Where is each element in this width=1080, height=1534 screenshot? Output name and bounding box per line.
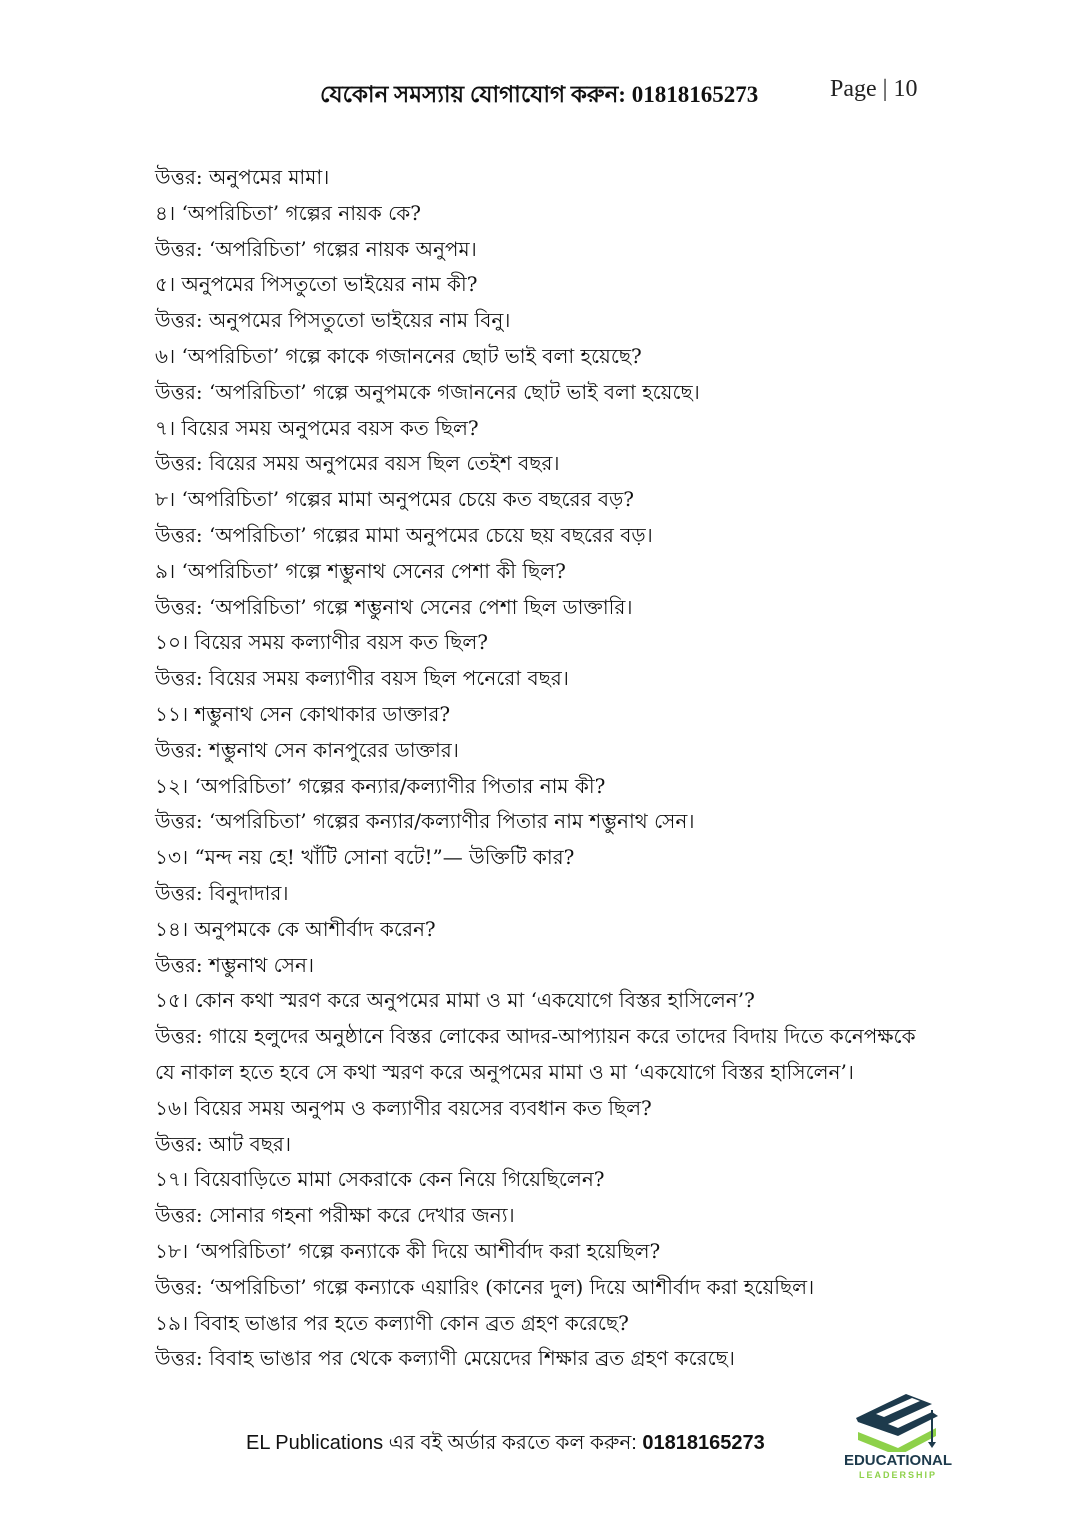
question-line: ১১। শম্ভুনাথ সেন কোথাকার ডাক্তার? bbox=[155, 701, 451, 726]
question-line: ১৮। ‘অপরিচিতা’ গল্পে কন্যাকে কী দিয়ে আশীর্বাদ করা হয়েছিল? bbox=[155, 1238, 661, 1263]
answer-line: উত্তর: বিবাহ ভাঙার পর থেকে কল্যাণী মেয়েদের শিক্ষার ব্রত গ্রহণ করেছে। bbox=[155, 1346, 735, 1371]
answer-line: উত্তর: বিনুদাদার। bbox=[155, 880, 289, 905]
logo-text-educational: EDUCATIONAL bbox=[843, 1452, 953, 1469]
question-line: ১৪। অনুপমকে কে আশীর্বাদ করেন? bbox=[155, 916, 436, 941]
answer-line: উত্তর: ‘অপরিচিতা’ গল্পের মামা অনুপমের চেয়ে ছয় বছরের বড়। bbox=[155, 522, 653, 547]
answer-line: উত্তর: ‘অপরিচিতা’ গল্পে কন্যাকে এয়ারিং (কানের দুল) দিয়ে আশীর্বাদ করা হয়েছিল। bbox=[155, 1274, 815, 1299]
answer-line: উত্তর: ‘অপরিচিতা’ গল্পে অনুপমকে গজাননের ছোট ভাই বলা হয়েছে। bbox=[155, 379, 700, 404]
answer-line: উত্তর: আট বছর। bbox=[155, 1131, 291, 1156]
educational-leadership-logo bbox=[836, 1388, 960, 1488]
question-line: ১৭। বিয়েবাড়িতে মামা সেকরাকে কেন নিয়ে গিয়েছিলেন? bbox=[155, 1167, 605, 1192]
question-line: ১০। বিয়ের সময় কল্যাণীর বয়স কত ছিল? bbox=[155, 630, 488, 655]
question-line: ১২। ‘অপরিচিতা’ গল্পের কন্যার/কল্যাণীর পিতার নাম কী? bbox=[155, 773, 606, 798]
answer-line: যে নাকাল হতে হবে সে কথা স্মরণ করে অনুপমের মামা ও মা ‘একযোগে বিস্তর হাসিলেন’। bbox=[155, 1059, 854, 1084]
question-line: ৬। ‘অপরিচিতা’ গল্পে কাকে গজাননের ছোট ভাই বলা হয়েছে? bbox=[155, 343, 642, 368]
logo-text-leadership: LEADERSHIP bbox=[858, 1470, 937, 1480]
question-line: ৭। বিয়ের সময় অনুপমের বয়স কত ছিল? bbox=[155, 415, 479, 440]
answer-line: উত্তর: অনুপমের পিসতুতো ভাইয়ের নাম বিনু। bbox=[155, 308, 511, 333]
answer-line: উত্তর: অনুপমের মামা। bbox=[155, 165, 330, 189]
question-line: ১৬। বিয়ের সময় অনুপম ও কল্যাণীর বয়সের ব্যবধান কত ছিল? bbox=[155, 1095, 652, 1120]
qa-content bbox=[155, 160, 945, 1377]
answer-line: উত্তর: সোনার গহনা পরীক্ষা করে দেখার জন্য। bbox=[155, 1203, 515, 1228]
answer-line: উত্তর: শম্ভুনাথ সেন কানপুরের ডাক্তার। bbox=[155, 737, 459, 762]
answer-line: উত্তর: ‘অপরিচিতা’ গল্পের নায়ক অনুপম। bbox=[155, 236, 477, 261]
question-line: ১৫। কোন কথা স্মরণ করে অনুপমের মামা ও মা ‘একযোগে বিস্তর হাসিলেন’? bbox=[155, 988, 755, 1013]
question-line: ৮। ‘অপরিচিতা’ গল্পের মামা অনুপমের চেয়ে কত বছরের বড়? bbox=[155, 487, 635, 512]
question-line: ১৩। “মন্দ নয় হে! খাঁটি সোনা বটে!”— উক্তিটি কার? bbox=[155, 845, 575, 870]
answer-line: উত্তর: বিয়ের সময় কল্যাণীর বয়স ছিল পনেরো বছর। bbox=[155, 666, 569, 691]
question-line: ৫। অনুপমের পিসতুতো ভাইয়ের নাম কী? bbox=[155, 272, 478, 297]
question-line: ১৯। বিবাহ ভাঙার পর হতে কল্যাণী কোন ব্রত গ্রহণ করেছে? bbox=[155, 1310, 629, 1335]
question-line: ৯। ‘অপরিচিতা’ গল্পে শম্ভুনাথ সেনের পেশা কী ছিল? bbox=[155, 558, 566, 583]
footer-text: EL Publications এর বই অর্ডার করতে কল করুন: bbox=[246, 1432, 643, 1454]
answer-line: উত্তর: ‘অপরিচিতা’ গল্পে শম্ভুনাথ সেনের পেশা ছিল ডাক্তারি। bbox=[155, 594, 633, 619]
footer-phone: 01818165273 bbox=[642, 1432, 765, 1454]
page-number: Page | 10 bbox=[830, 76, 918, 102]
answer-line: উত্তর: শম্ভুনাথ সেন। bbox=[155, 952, 315, 977]
answer-line: উত্তর: বিয়ের সময় অনুপমের বয়স ছিল তেইশ বছর। bbox=[155, 451, 560, 476]
footer bbox=[246, 1428, 765, 1461]
answer-line: উত্তর: গায়ে হলুদের অনুষ্ঠানে বিস্তর লোকের আদর-আপ্যায়ন করে তাদের বিদায় দিতে কনেপক্ষকে bbox=[155, 1024, 916, 1049]
question-line: ৪। ‘অপরিচিতা’ গল্পের নায়ক কে? bbox=[155, 200, 421, 225]
answer-line: উত্তর: ‘অপরিচিতা’ গল্পের কন্যার/কল্যাণীর পিতার নাম শম্ভুনাথ সেন। bbox=[155, 809, 695, 834]
header-contact: যেকোন সমস্যায় যোগাযোগ করুন: 01818165273 bbox=[320, 82, 759, 107]
graduation-cap-icon bbox=[836, 1388, 960, 1452]
page-header bbox=[0, 76, 1080, 112]
